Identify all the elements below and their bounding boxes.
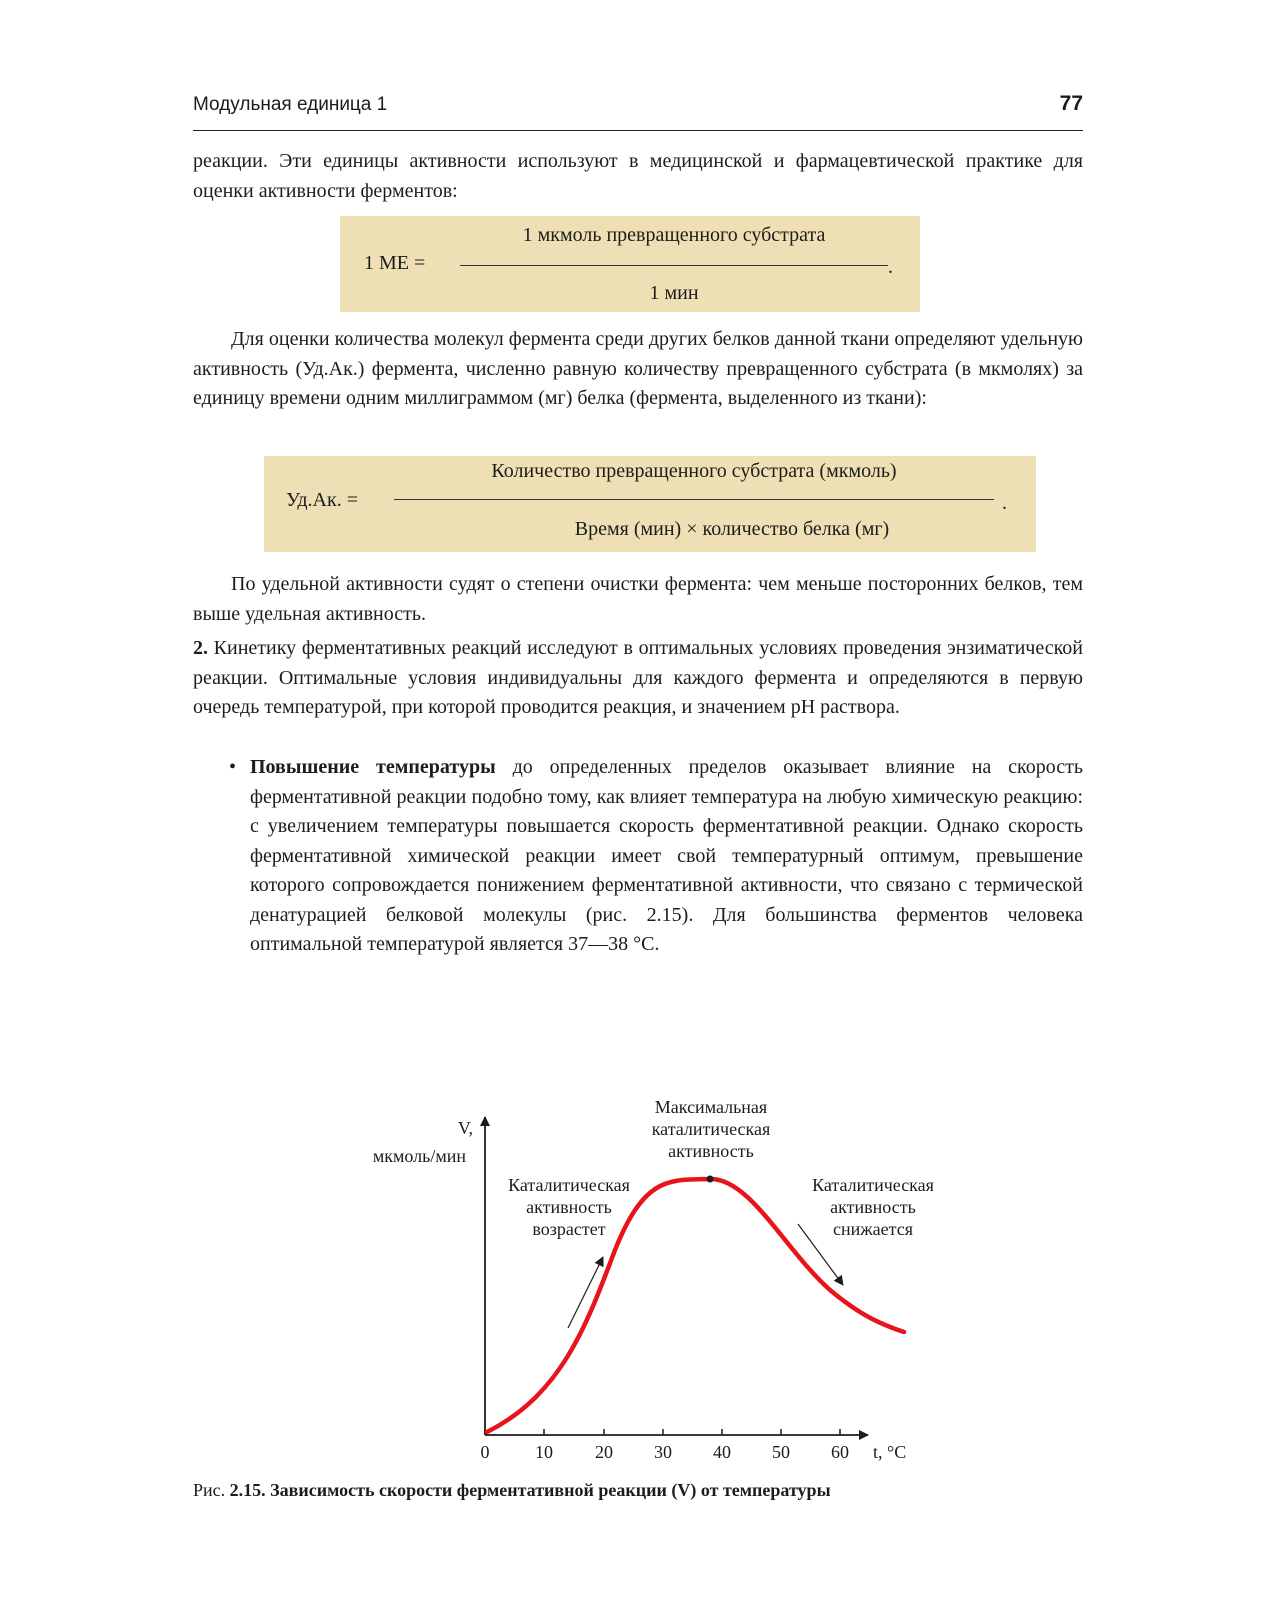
item-text: Кинетику ферментативных реакций исследуют в оптимальных условиях проведения энзиматической реакции. Оптимальные условия индивидуальны для каждого фермента и определяются в первую очередь температурой, при которой проводится реакция, и значением pH раствора. [193, 637, 1083, 718]
page-header [193, 90, 1083, 131]
running-head: Модульная единица 1 [193, 94, 388, 115]
bullet-marker: • [229, 756, 237, 778]
y-axis-unit: мкмоль/мин [372, 1146, 466, 1166]
formula-international-unit [340, 216, 920, 312]
figure-caption [193, 1480, 831, 1501]
bullet-temperature [229, 753, 1083, 960]
bullet-text: до определенных пределов оказывает влияние на скорость ферментативной реакции подобно тому, как влияет температура на любую химическую реакцию: с увеличением температуры повышается скорость ферментативной реакции. Однако скорость ферментативной химической реакции имеет свой температурный оптимум, превышение которого сопровождается понижением ферментативной активности, что связано с термической денатурацией белковой молекулы (рис. 2.15). Для большинства ферментов человека оптимальной температурой является 37—38 °С. [250, 756, 1083, 955]
item-number: 2. [193, 637, 208, 659]
formula-period: . [1002, 492, 1007, 514]
x-tick-label: 10 [535, 1442, 553, 1462]
maximum-point [707, 1176, 714, 1183]
annotation-fall-line3: снижается [832, 1219, 914, 1239]
fraction-bar [394, 499, 994, 500]
bullet-term: Повышение температуры [250, 756, 496, 778]
caption-prefix: Рис. [193, 1480, 230, 1500]
x-tick-label: 40 [713, 1442, 731, 1462]
x-axis-label: t, °C [873, 1442, 907, 1462]
x-tick-label: 50 [772, 1442, 790, 1462]
x-tick-label: 20 [595, 1442, 613, 1462]
formula-period: . [888, 256, 893, 278]
annotation-max-line2: каталитическая [651, 1119, 771, 1139]
x-tick-label: 0 [480, 1442, 490, 1462]
paragraph-specific-activity: Для оценки количества молекул фермента среди других белков данной ткани определяют удельную активность (Уд.Ак.) фермента, численно равную количеству превращенного субстрата (в мкмолях) за единицу времени одним миллиграммом (мг) белка (фермента, выделенного из ткани): [193, 328, 1083, 409]
formula-denominator: 1 мин [649, 282, 699, 304]
y-axis-label: V, [457, 1118, 473, 1138]
annotation-rise-line1: Каталитическая [508, 1175, 630, 1195]
annotation-fall-line1: Каталитическая [812, 1175, 934, 1195]
figure-temperature-curve [0, 1080, 1280, 1480]
formula-numerator: 1 мкмоль превращенного субстрата [522, 224, 826, 246]
annotation-max-line1: Максимальная [654, 1097, 768, 1117]
formula-numerator: Количество превращенного субстрата (мкмоль) [491, 460, 897, 482]
formula-specific-activity [264, 456, 1036, 552]
fraction-bar [460, 265, 888, 266]
x-tick-label: 30 [654, 1442, 672, 1462]
paragraph-kinetics [193, 634, 1083, 723]
formula-lhs: Уд.Ак. = [286, 489, 358, 511]
annotation-rise-line3: возрастет [532, 1219, 606, 1239]
annotation-fall-line2: активность [830, 1197, 916, 1217]
annotation-max-line3: активность [668, 1141, 754, 1161]
caption-text: 2.15. Зависимость скорости ферментативной реакции (V) от температуры [229, 1480, 831, 1500]
formula-denominator: Время (мин) × количество белка (мг) [574, 518, 890, 540]
x-tick-label: 60 [831, 1442, 849, 1462]
paragraph-units: реакции. Эти единицы активности используют в медицинской и фармацевтической практике для оценки активности ферментов: [193, 150, 1083, 202]
page-number: 77 [1059, 92, 1083, 115]
paragraph-purification: По удельной активности судят о степени очистки фермента: чем меньше посторонних белков, тем выше удельная активность. [193, 573, 1083, 625]
annotation-rise-line2: активность [526, 1197, 612, 1217]
formula-lhs: 1 МЕ = [364, 252, 426, 274]
bullet-body [229, 753, 1083, 960]
